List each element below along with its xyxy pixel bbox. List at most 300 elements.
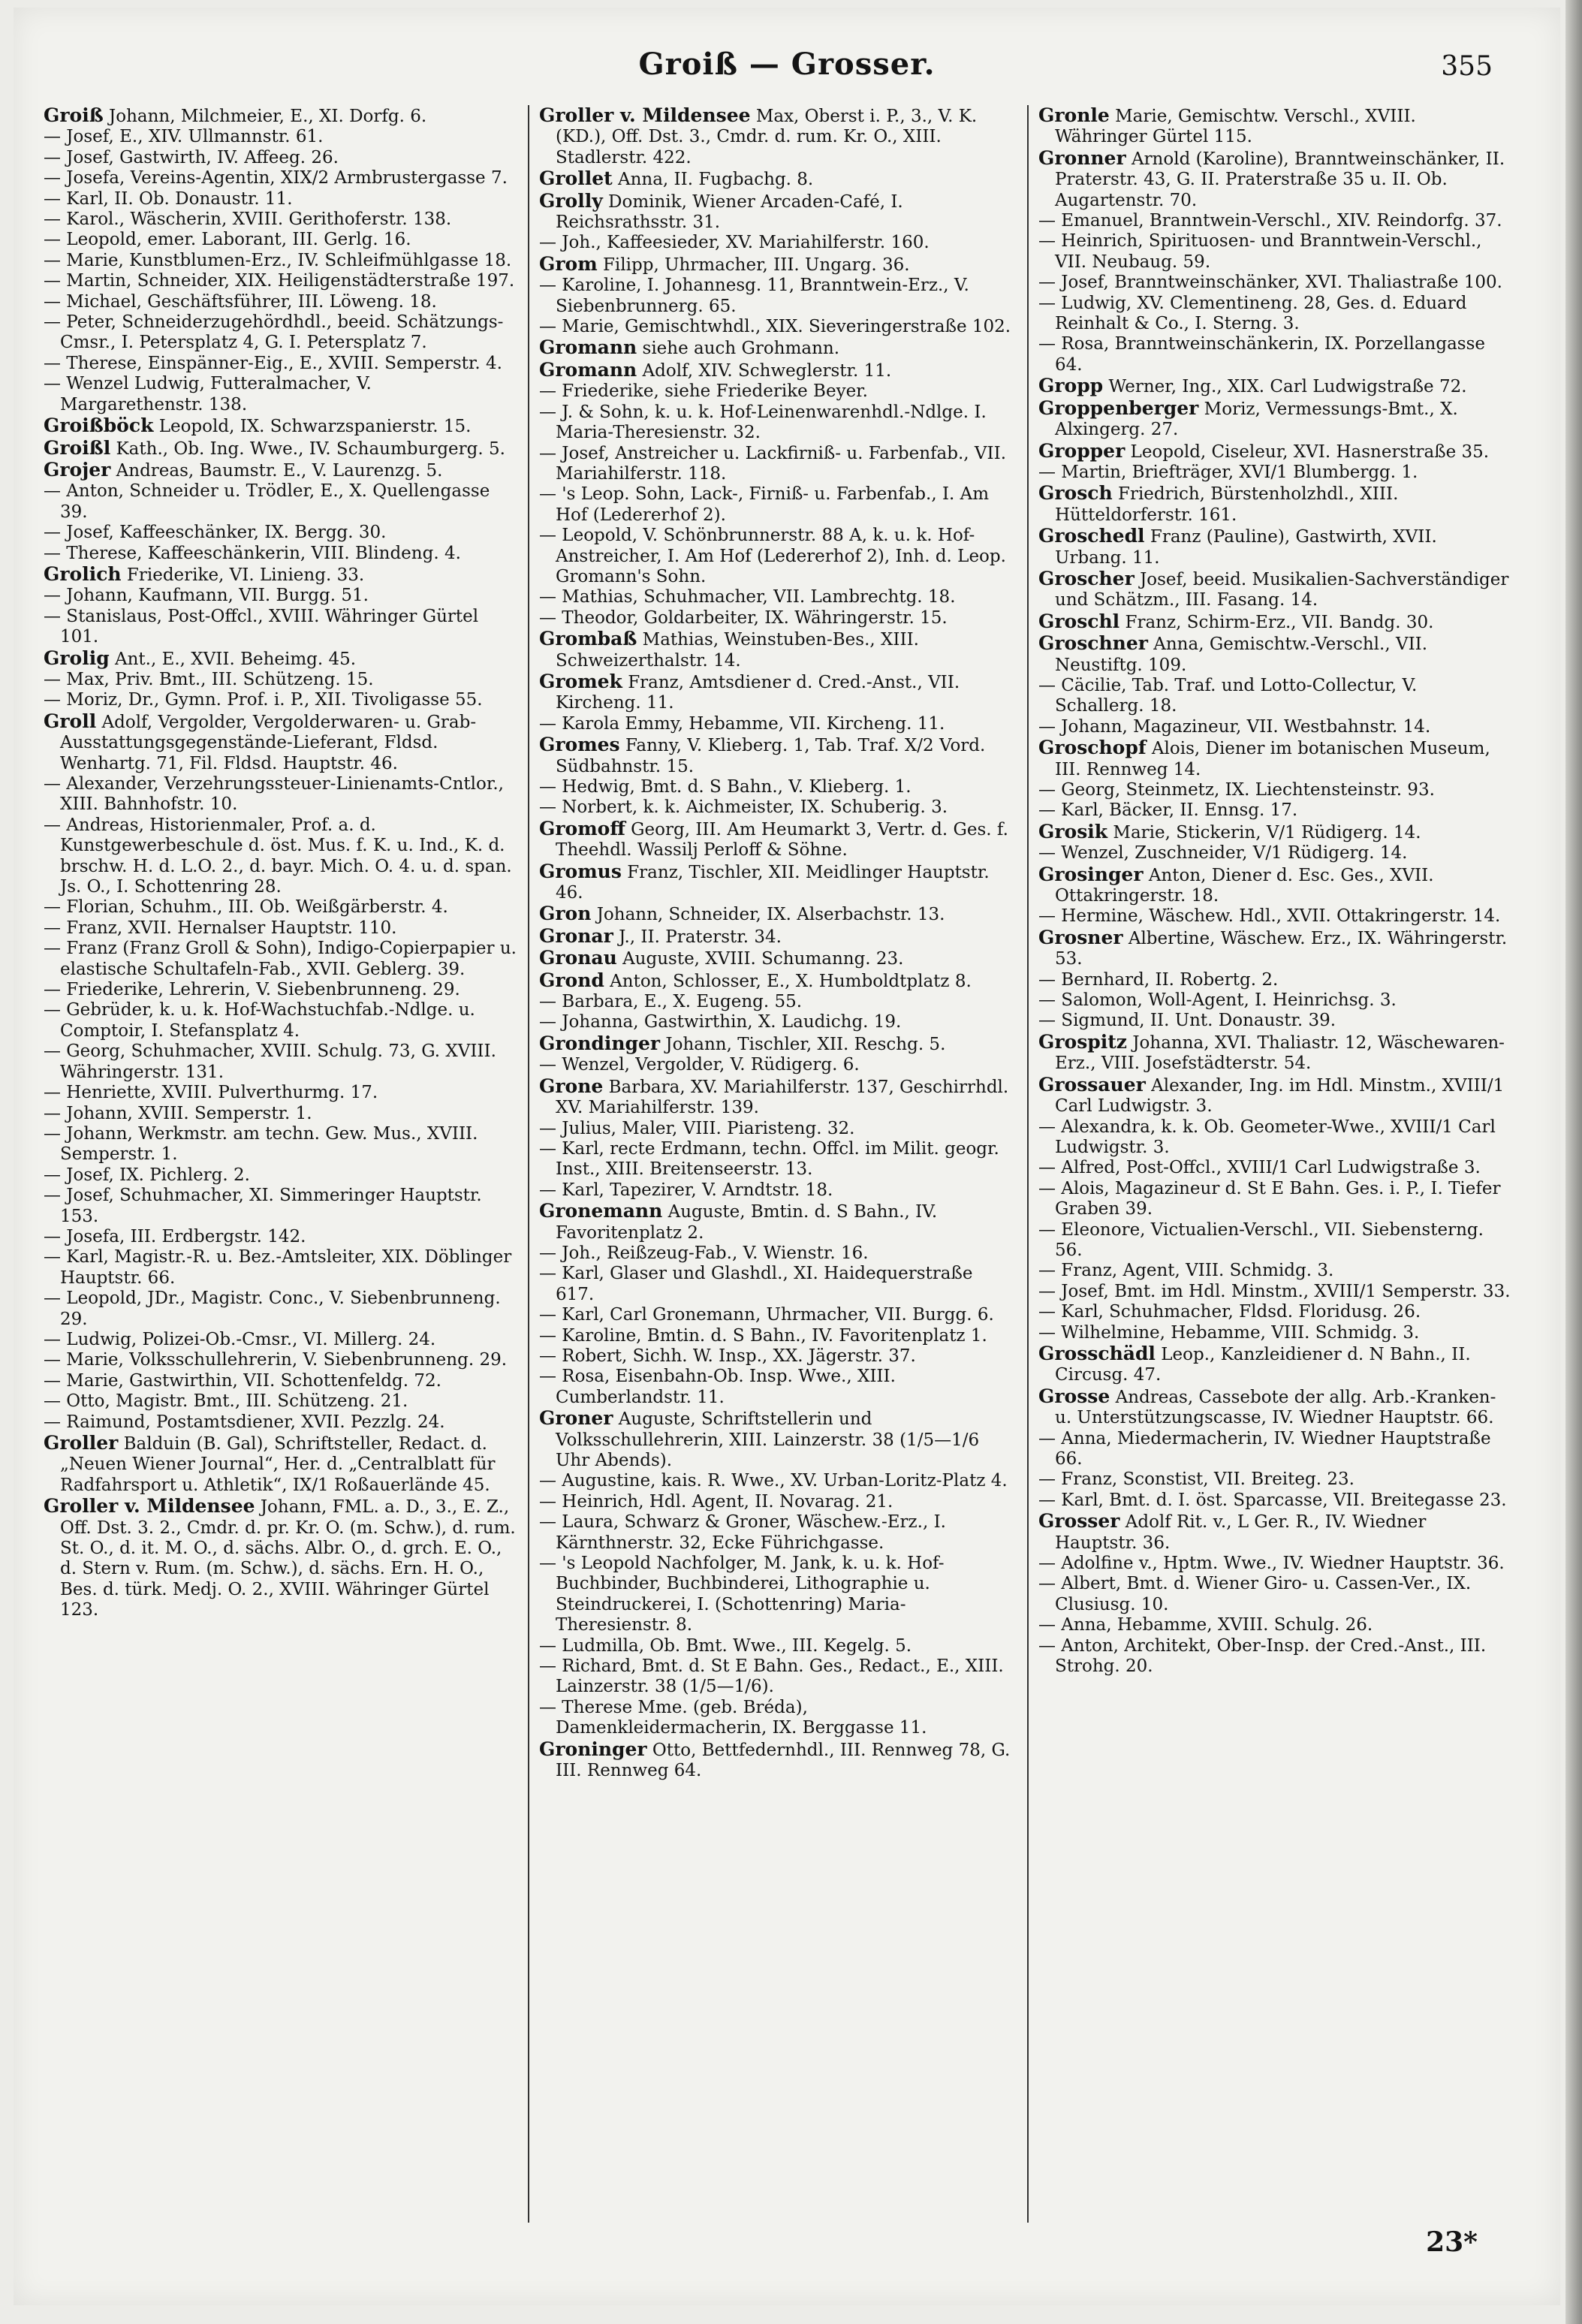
entry-text: Andreas, Cassebote der allg. Arb.-Kranken- u. Unterstützungscasse, IV. Wiedner Hauptstr. 66. (1055, 1387, 1496, 1428)
directory-entry (539, 254, 1012, 276)
directory-entry (44, 774, 517, 815)
directory-entry (1038, 526, 1511, 568)
directory-entry (44, 251, 517, 271)
entry-text: — Karoline, I. Johannesg. 11, Branntwein-Erz., V. Siebenbrunnerg. 65. (539, 276, 969, 316)
entry-text: Johanna, XVI. Thaliastr. 12, Wäschewaren-Erz., VIII. Josefstädterstr. 54. (1055, 1032, 1505, 1074)
entry-surname: Gromann (539, 337, 637, 359)
directory-entry (539, 992, 1012, 1012)
entry-surname: Grossauer (1038, 1074, 1146, 1096)
directory-entry (539, 1076, 1012, 1119)
directory-entry (1038, 398, 1511, 441)
entry-surname: Gropp (1038, 375, 1104, 397)
entry-text: — Eleonore, Victualien-Verschl., VII. Siebensterng. 56. (1038, 1219, 1484, 1260)
entry-text: Johann, Tischler, XII. Reschg. 5. (665, 1034, 946, 1054)
directory-entry (539, 1656, 1012, 1698)
directory-entry (539, 337, 1012, 359)
directory-entry (44, 918, 517, 939)
directory-entry (44, 607, 517, 648)
directory-entry (539, 948, 1012, 969)
entry-text: Johann, FML. a. D., 3., E. Z., Off. Dst. 3. 2., Cmdr. d. pr. Kr. O. (m. Schw.), d. rum. St. O., d. it. M. O., d. sächs. Albr. O., d. grch. E. O., d. Stern v. Rum. (m. Schw.), d. sächs. Ern. H. O., Bes. d. türk. Medj. O. 2., XVIII. Währinger Gürtel 123. (60, 1497, 516, 1620)
directory-entry (44, 1412, 517, 1433)
directory-entry (44, 209, 517, 230)
directory-entry (1038, 717, 1511, 737)
directory-entry (1038, 1554, 1511, 1574)
directory-entry (1038, 906, 1511, 927)
entry-text: — Theodor, Goldarbeiter, IX. Währingerstr. 15. (539, 607, 948, 628)
directory-entry (539, 714, 1012, 734)
entry-text: Moriz, Vermessungs-Bmt., X. Alxingerg. 27. (1055, 399, 1458, 440)
entry-surname: Gromann (539, 359, 637, 381)
directory-entry (1038, 990, 1511, 1011)
directory-entry (1038, 843, 1511, 864)
entry-text: — Johann, Werkmstr. am techn. Gew. Mus., XVIII. Semperstr. 1. (44, 1123, 478, 1165)
entry-text: Barbara, XV. Mariahilferstr. 137, Geschirrhdl. XV. Mariahilferstr. 139. (556, 1077, 1009, 1118)
directory-entry (1038, 568, 1511, 611)
directory-entry (44, 374, 517, 415)
entry-text: — Johann, Magazineur, VII. Westbahnstr. 14. (1038, 716, 1431, 737)
entry-surname: Grone (539, 1075, 604, 1097)
entry-text: — Josef, Anstreicher u. Lackfirniß- u. Farbenfab., VII. Mariahilferstr. 118. (539, 443, 1006, 484)
directory-entry (539, 233, 1012, 253)
directory-entry (539, 1033, 1012, 1055)
entry-surname: Grolig (44, 647, 110, 669)
entry-text: — Rosa, Eisenbahn-Ob. Insp. Wwe., XIII. Cumberlandstr. 11. (539, 1367, 896, 1407)
entry-text: — Josefa, III. Erdbergstr. 142. (44, 1226, 306, 1246)
entry-text: Balduin (B. Gal), Schriftsteller, Redact. d. „Neuen Wiener Journal“, Her. d. „Centralblatt für Radfahrsport u. Athletik“, IX/1 Roßauerlände 45. (60, 1434, 496, 1495)
entry-text: — Raimund, Postamtsdiener, XVII. Pezzlg. 24. (44, 1412, 445, 1432)
entry-surname: Groiß (44, 105, 104, 126)
directory-entry (44, 1104, 517, 1124)
entry-text: — Barbara, E., X. Eugeng. 55. (539, 992, 803, 1012)
directory-entry (539, 970, 1012, 992)
entry-text: — Franz, Agent, VIII. Schmidg. 3. (1038, 1261, 1334, 1281)
entry-text: — Anton, Architekt, Ober-Insp. der Cred.-Anst., III. Strohg. 20. (1038, 1635, 1487, 1677)
page-edge (1565, 0, 1582, 2324)
directory-entry (44, 648, 517, 670)
entry-text: Anna, II. Fugbachg. 8. (617, 170, 814, 190)
directory-entry (539, 444, 1012, 485)
directory-entry (539, 1471, 1012, 1491)
entry-text: — Michael, Geschäftsführer, III. Löweng. 18. (44, 291, 437, 312)
entry-surname: Groppenberger (1038, 397, 1199, 419)
entry-text: — Alfred, Post-Offcl., XVIII/1 Carl Ludwigstraße 3. (1038, 1158, 1481, 1178)
entry-surname: Groschopf (1038, 737, 1147, 759)
entry-text: — Josef, Branntweinschänker, XVI. Thaliastraße 100. (1038, 273, 1502, 293)
directory-entry (1038, 334, 1511, 375)
entry-text: — Johanna, Gastwirthin, X. Laudichg. 19. (539, 1012, 902, 1032)
entry-text: — Hermine, Wäschew. Hdl., XVII. Ottakringerstr. 14. (1038, 906, 1501, 927)
entry-text: — Anton, Schneider u. Trödler, E., X. Quellengasse 39. (44, 481, 490, 522)
directory-entry (44, 271, 517, 291)
entry-text: — Andreas, Historienmaler, Prof. a. d. Kunstgewerbeschule d. öst. Mus. f. K. u. Ind., K. d. brschw. H. d. L.O. 2., d. bayr. Mich. O. 4. u. d. span. Js. O., I. Schottenring 28. (44, 815, 512, 897)
directory-entry (1038, 483, 1511, 526)
directory-entry (539, 1264, 1012, 1305)
directory-entry (44, 1247, 517, 1289)
directory-entry (44, 1124, 517, 1165)
directory-entry (44, 481, 517, 523)
entry-text: — Laura, Schwarz & Groner, Wäschew.-Erz., I. Kärnthnerstr. 32, Ecke Führichgasse. (539, 1512, 946, 1553)
entry-text: — Karl, Magistr.-R. u. Bez.-Amtsleiter, XIX. Döblinger Hauptstr. 66. (44, 1247, 512, 1288)
entry-text: — Karola Emmy, Hebamme, VII. Kircheng. 11. (539, 713, 945, 734)
entry-text: — Moriz, Dr., Gymn. Prof. i. P., XII. Tivoligasse 55. (44, 690, 483, 710)
directory-entry (44, 564, 517, 586)
entry-text: — Karol., Wäscherin, XVIII. Gerithoferstr. 138. (44, 209, 452, 230)
directory-entry (44, 1289, 517, 1330)
entry-text: — Joh., Reißzeug-Fab., V. Wienstr. 16. (539, 1243, 869, 1263)
directory-entry (539, 1201, 1012, 1243)
directory-entry (1038, 864, 1511, 907)
directory-entry (44, 939, 517, 980)
entry-text: Filipp, Uhrmacher, III. Ungarg. 36. (602, 255, 910, 275)
entry-text: — Ludwig, XV. Clementineng. 28, Ges. d. Eduard Reinhalt & Co., I. Sterng. 3. (1038, 293, 1467, 334)
directory-entry (44, 1227, 517, 1247)
entry-text: — Florian, Schuhm., III. Ob. Weißgärberstr. 4. (44, 897, 448, 918)
directory-entry (44, 1330, 517, 1350)
directory-entry (1038, 1343, 1511, 1386)
directory-entry (44, 168, 517, 188)
entry-text: Arnold (Karoline), Branntweinschänker, II. Praterstr. 43, G. II. Praterstraße 35 u. II. Ob. Augartenstr. 70. (1055, 149, 1505, 210)
directory-entry (1038, 1282, 1511, 1302)
directory-entry (1038, 1075, 1511, 1117)
entry-text: — Joh., Kaffeesieder, XV. Mariahilferstr. 160. (539, 233, 930, 253)
entry-text: Franz, Schirm-Erz., VII. Bandg. 30. (1125, 612, 1434, 632)
entry-text: — Leopold, V. Schönbrunnerstr. 88 A, k. u. k. Hof-Anstreicher, I. Am Hof (Ledererhof 2), Inh. d. Leop. Gromann's Sohn. (539, 526, 1006, 586)
entry-surname: Groller v. Mildensee (44, 1496, 255, 1518)
directory-entry (1038, 1386, 1511, 1429)
directory-entry (44, 292, 517, 312)
directory-entry (1038, 231, 1511, 273)
directory-entry (539, 1346, 1012, 1367)
entry-surname: Gropper (1038, 440, 1125, 462)
entry-text: — Josef, Gastwirth, IV. Affeeg. 26. (44, 147, 339, 167)
directory-entry (44, 127, 517, 147)
directory-entry (1038, 611, 1511, 633)
entry-text: — Josef, Schuhmacher, XI. Simmeringer Hauptstr. 153. (44, 1186, 482, 1226)
directory-entry (539, 1698, 1012, 1739)
directory-entry (539, 777, 1012, 797)
directory-entry (44, 815, 517, 898)
entry-text: Marie, Gemischtw. Verschl., XVIII. Währinger Gürtel 115. (1055, 107, 1416, 147)
directory-entry (44, 1371, 517, 1391)
directory-entry (44, 189, 517, 209)
entry-text: — Georg, Schuhmacher, XVIII. Schulg. 73, G. XVIII. Währingerstr. 131. (44, 1041, 496, 1082)
entry-text: — Ludmilla, Ob. Bmt. Wwe., III. Kegelg. 5. (539, 1635, 912, 1656)
entry-surname: Gronner (1038, 147, 1126, 169)
entry-surname: Groschedl (1038, 526, 1145, 547)
entry-text: — Sigmund, II. Unt. Donaustr. 39. (1038, 1011, 1336, 1031)
directory-entry (539, 1055, 1012, 1075)
entry-text: Kath., Ob. Ing. Wwe., IV. Schaumburgerg. 5. (116, 439, 505, 459)
directory-entry (44, 523, 517, 543)
entry-text: Adolf Rit. v., L Ger. R., IV. Wiedner Hauptstr. 36. (1055, 1512, 1427, 1553)
directory-entry (539, 317, 1012, 337)
directory-entry (539, 926, 1012, 948)
entry-text: Franz, Tischler, XII. Meidlinger Hauptstr. 46. (556, 862, 990, 903)
entry-text: — Peter, Schneiderzugehördhdl., beeid. Schätzungs-Cmsr., I. Petersplatz 4, G. I. Petersplatz 7. (44, 312, 504, 353)
entry-text: — Rosa, Branntweinschänkerin, IX. Porzellangasse 64. (1038, 334, 1486, 375)
directory-entry (1038, 1032, 1511, 1075)
entry-text: — Albert, Bmt. d. Wiener Giro- u. Cassen-Ver., IX. Clusiusg. 10. (1038, 1574, 1472, 1614)
directory-entry (539, 1326, 1012, 1346)
entry-text: — Therese, Kaffeeschänkerin, VIII. Blindeng. 4. (44, 543, 461, 563)
directory-entry (539, 191, 1012, 234)
entry-surname: Grosser (1038, 1511, 1120, 1533)
directory-entry (1038, 633, 1511, 676)
entry-text: — Alexander, Verzehrungssteuer-Linienamts-Cntlor., XIII. Bahnhofstr. 10. (44, 774, 504, 815)
directory-entry (44, 415, 517, 437)
entry-text: — Salomon, Woll-Agent, I. Heinrichsg. 3. (1038, 990, 1397, 1011)
entry-text: Werner, Ing., XIX. Carl Ludwigstraße 72. (1108, 377, 1467, 397)
directory-entry (539, 1367, 1012, 1408)
directory-entry (44, 312, 517, 354)
entry-text: — Hedwig, Bmt. d. S Bahn., V. Klieberg. 1. (539, 777, 912, 797)
directory-entry (1038, 211, 1511, 231)
entry-text: — Johann, Kaufmann, VII. Burgg. 51. (44, 586, 369, 606)
entry-text: — Karl, Tapezirer, V. Arndtstr. 18. (539, 1180, 833, 1200)
entry-surname: Grolich (44, 563, 122, 585)
page-title: Groiß — Grosser. (638, 47, 936, 82)
directory-entry (1038, 800, 1511, 821)
entry-text: Friedrich, Bürstenholzhdl., XIII. Hütteldorferstr. 161. (1055, 484, 1399, 525)
column-2 (539, 105, 1012, 2223)
entry-text: — Marie, Kunstblumen-Erz., IV. Schleifmühlgasse 18. (44, 250, 512, 270)
directory-entry (1038, 1511, 1511, 1554)
directory-entry (1038, 927, 1511, 970)
entry-text: Mathias, Weinstuben-Bes., XIII. Schweizerthalstr. 14. (556, 630, 919, 671)
directory-entry (539, 587, 1012, 607)
entry-surname: Grollet (539, 168, 613, 190)
entry-text: — Otto, Magistr. Bmt., III. Schützeng. 21. (44, 1391, 408, 1412)
directory-entry (1038, 737, 1511, 780)
directory-entry (44, 586, 517, 606)
entry-surname: Groller (44, 1433, 119, 1454)
directory-entry (1038, 970, 1511, 990)
entry-text: — Franz, Sconstist, VII. Breiteg. 23. (1038, 1469, 1354, 1490)
entry-text: — Friederike, siehe Friederike Beyer. (539, 381, 868, 402)
entry-text: — Heinrich, Spirituosen- und Branntwein-Verschl., VII. Neubaug. 59. (1038, 231, 1482, 272)
entry-text: — Stanislaus, Post-Offcl., XVIII. Währinger Gürtel 101. (44, 606, 479, 647)
entry-surname: Grond (539, 969, 604, 991)
entry-text: Johann, Schneider, IX. Alserbachstr. 13. (596, 905, 945, 925)
entry-text: Auguste, XVIII. Schumanng. 23. (622, 949, 904, 969)
directory-entry (539, 1512, 1012, 1554)
entry-surname: Gronemann (539, 1201, 663, 1222)
directory-entry (539, 628, 1012, 671)
directory-page (14, 8, 1560, 2305)
entry-text: — Karl, Schuhmacher, Fldsd. Floridusg. 26. (1038, 1302, 1421, 1322)
entry-text: — Marie, Gastwirthin, VII. Schottenfeldg. 72. (44, 1370, 441, 1391)
directory-entry (539, 903, 1012, 925)
entry-text: — Karl, II. Ob. Donaustr. 11. (44, 188, 293, 209)
directory-entry (44, 460, 517, 481)
directory-entry (539, 1739, 1012, 1782)
directory-entry (539, 797, 1012, 818)
entry-text: — Josef, Kaffeeschänker, IX. Bergg. 30. (44, 523, 387, 543)
directory-entry (539, 1012, 1012, 1032)
entry-text: — Wenzel, Vergolder, V. Rüdigerg. 6. (539, 1055, 860, 1075)
directory-entry (1038, 1220, 1511, 1261)
directory-entry (539, 818, 1012, 861)
directory-entry (539, 168, 1012, 190)
directory-entry (44, 148, 517, 168)
entry-surname: Groner (539, 1408, 613, 1430)
directory-entry (539, 1554, 1012, 1636)
entry-text: — Josefa, Vereins-Agentin, XIX/2 Armbrustergasse 7. (44, 168, 508, 188)
entry-text: Adolf, XIV. Schweglerstr. 11. (642, 360, 892, 381)
entry-text: — Bernhard, II. Robertg. 2. (1038, 969, 1279, 990)
directory-entry (1038, 1302, 1511, 1322)
directory-entry (44, 354, 517, 374)
directory-entry (1038, 1179, 1511, 1220)
entry-text: — 's Leop. Sohn, Lack-, Firniß- u. Farbenfab., I. Am Hof (Ledererhof 2). (539, 484, 990, 525)
entry-text: — Anna, Hebamme, XVIII. Schulg. 26. (1038, 1615, 1373, 1635)
directory-entry (1038, 1261, 1511, 1281)
entry-surname: Gromoff (539, 818, 625, 839)
entry-text: — Wenzel, Zuschneider, V/1 Rüdigerg. 14. (1038, 843, 1408, 864)
entry-surname: Gronle (1038, 105, 1110, 126)
directory-entry (1038, 821, 1511, 843)
entry-text: — Julius, Maler, VIII. Piaristeng. 32. (539, 1118, 855, 1138)
directory-entry (1038, 294, 1511, 335)
entry-text: Leopold, Ciseleur, XVI. Hasnerstraße 35. (1130, 442, 1490, 462)
entry-text: — Marie, Gemischtwhdl., XIX. Sieveringerstraße 102. (539, 317, 1011, 337)
entry-surname: Gronar (539, 925, 613, 947)
directory-entry (44, 230, 517, 250)
directory-entry (539, 526, 1012, 587)
directory-entry (539, 608, 1012, 628)
directory-entry (539, 1180, 1012, 1201)
entry-text: — Cäcilie, Tab. Traf. und Lotto-Collectur, V. Schallerg. 18. (1038, 675, 1418, 716)
directory-entry (539, 360, 1012, 381)
entry-text: — Alexandra, k. k. Ob. Geometer-Wwe., XVIII/1 Carl Ludwigstr. 3. (1038, 1117, 1496, 1157)
entry-text: Ant., E., XVII. Beheimg. 45. (114, 649, 357, 669)
entry-text: — Josef, E., XIV. Ullmannstr. 61. (44, 127, 324, 147)
entry-text: Anton, Schlosser, E., X. Humboldtplatz 8. (610, 971, 972, 991)
entry-text: Auguste, Bmtin. d. S Bahn., IV. Favoritenplatz 2. (556, 1202, 938, 1243)
directory-entry (44, 1186, 517, 1227)
directory-entry (1038, 1323, 1511, 1343)
entry-surname: Gronau (539, 948, 617, 969)
directory-entry (539, 1305, 1012, 1325)
directory-entry (539, 402, 1012, 444)
directory-entry (1038, 1491, 1511, 1511)
entry-text: Andreas, Baumstr. E., V. Laurenzg. 5. (116, 460, 443, 481)
entry-text: Alexander, Ing. im Hdl. Minstm., XVIII/1 Carl Ludwigstr. 3. (1055, 1075, 1505, 1117)
entry-surname: Grosinger (1038, 864, 1144, 885)
entry-text: — 's Leopold Nachfolger, M. Jank, k. u. k. Hof-Buchbinder, Buchbinderei, Lithographie u. Steindruckerei, I. (Schottenring) Maria-Theresienstr. 8. (539, 1554, 945, 1635)
directory-entry (44, 1083, 517, 1103)
directory-entry (1038, 105, 1511, 148)
directory-entry (44, 544, 517, 564)
entry-surname: Gromes (539, 734, 620, 756)
directory-entry (539, 1408, 1012, 1471)
directory-entry (539, 381, 1012, 402)
entry-text: — Martin, Briefträger, XVI/1 Blumbergg. 1. (1038, 462, 1418, 482)
directory-entry (44, 438, 517, 460)
entry-surname: Grosschädl (1038, 1343, 1156, 1364)
entry-text: — Augustine, kais. R. Wwe., XV. Urban-Loritz-Platz 4. (539, 1471, 1008, 1491)
directory-entry (1038, 1011, 1511, 1031)
entry-surname: Gron (539, 903, 592, 925)
directory-entry (44, 1391, 517, 1412)
entry-text: Franz (Pauline), Gastwirth, XVII. Urbang. 11. (1055, 527, 1437, 568)
entry-text: Georg, III. Am Heumarkt 3, Vertr. d. Ges. f. Theehdl. Wassilj Perloff & Söhne. (556, 819, 1008, 861)
entry-text: — Johann, XVIII. Semperstr. 1. (44, 1103, 312, 1123)
entry-surname: Grondinger (539, 1032, 661, 1054)
entry-text: — Max, Priv. Bmt., III. Schützeng. 15. (44, 669, 374, 689)
entry-surname: Gromus (539, 861, 622, 882)
directory-entry (44, 1041, 517, 1083)
entry-text: Alois, Diener im botanischen Museum, III. Rennweg 14. (1055, 739, 1490, 779)
entry-text: — Robert, Sichh. W. Insp., XX. Jägerstr. 37. (539, 1346, 916, 1366)
directory-entry (539, 276, 1012, 317)
entry-text: — Friederike, Lehrerin, V. Siebenbrunneng. 29. (44, 980, 460, 1000)
entry-text: Friederike, VI. Linieng. 33. (126, 565, 365, 585)
entry-text: — Leopold, JDr., Magistr. Conc., V. Siebenbrunneng. 29. (44, 1289, 501, 1329)
entry-text: — Karl, recte Erdmann, techn. Offcl. im Milit. geogr. Inst., XIII. Breitenseerstr. 13. (539, 1138, 999, 1180)
entry-surname: Groninger (539, 1738, 647, 1760)
entry-text: — Therese Mme. (geb. Bréda), Damenkleidermacherin, IX. Berggasse 11. (539, 1697, 927, 1738)
directory-entry (44, 690, 517, 710)
entry-text: Anton, Diener d. Esc. Ges., XVII. Ottakringerstr. 18. (1055, 865, 1434, 906)
entry-text: — Mathias, Schuhmacher, VII. Lambrechtg. 18. (539, 587, 956, 607)
entry-text: Marie, Stickerin, V/1 Rüdigerg. 14. (1113, 822, 1421, 842)
entry-text: — Josef, Bmt. im Hdl. Minstm., XVIII/1 Semperstr. 33. (1038, 1281, 1511, 1301)
entry-text: Leopold, IX. Schwarzspanierstr. 15. (158, 417, 472, 437)
column-divider (1027, 105, 1029, 2223)
entry-surname: Grom (539, 253, 598, 275)
directory-entry (1038, 1469, 1511, 1490)
directory-entry (44, 1350, 517, 1370)
entry-surname: Groißböck (44, 415, 154, 437)
entry-surname: Grosse (1038, 1385, 1110, 1407)
entry-text: — Adolfine v., Hptm. Wwe., IV. Wiedner Hauptstr. 36. (1038, 1554, 1505, 1574)
entry-text: — Martin, Schneider, XIX. Heiligenstädterstraße 197. (44, 271, 515, 291)
page-header (14, 47, 1560, 99)
directory-entry (1038, 1615, 1511, 1635)
directory-entry (1038, 780, 1511, 800)
entry-surname: Groscher (1038, 568, 1135, 589)
directory-entry (1038, 1158, 1511, 1178)
entry-text: — Georg, Steinmetz, IX. Liechtensteinstr. 93. (1038, 780, 1435, 800)
entry-text: — Richard, Bmt. d. St E Bahn. Ges., Redact., E., XIII. Lainzerstr. 38 (1/5—1/6). (539, 1656, 1004, 1697)
entry-surname: Grolly (539, 190, 603, 212)
directory-entry (1038, 1636, 1511, 1677)
entry-surname: Groll (44, 710, 97, 732)
directory-entry (1038, 1429, 1511, 1470)
directory-entry (539, 484, 1012, 526)
entry-text: — Karl, Glaser und Glashdl., XI. Haidequerstraße 617. (539, 1264, 973, 1304)
entry-text: — Karl, Carl Gronemann, Uhrmacher, VII. Burgg. 6. (539, 1305, 994, 1325)
column-divider (528, 105, 529, 2223)
directory-entry (44, 897, 517, 918)
page-number: 355 (1441, 51, 1493, 82)
entry-text: — Anna, Miedermacherin, IV. Wiedner Hauptstraße 66. (1038, 1428, 1491, 1469)
entry-text: Johann, Milchmeier, E., XI. Dorfg. 6. (109, 107, 427, 126)
entry-text: Fanny, V. Klieberg. 1, Tab. Traf. X/2 Vord. Südbahnstr. 15. (556, 736, 986, 776)
directory-entry (44, 1000, 517, 1041)
directory-entry (44, 1433, 517, 1496)
directory-entry (44, 711, 517, 774)
directory-entry (539, 1243, 1012, 1264)
entry-text: Anna, Gemischtw.-Verschl., VII. Neustiftg. 109. (1055, 635, 1428, 675)
entry-text: — Gebrüder, k. u. k. Hof-Wachstuchfab.-Ndlge. u. Comptoir, I. Stefansplatz 4. (44, 1000, 475, 1041)
directory-entry (539, 734, 1012, 777)
directory-entry (1038, 676, 1511, 717)
entry-surname: Grosner (1038, 927, 1123, 948)
entry-text: — Karl, Bäcker, II. Ennsg. 17. (1038, 800, 1298, 821)
entry-surname: Grojer (44, 459, 111, 481)
